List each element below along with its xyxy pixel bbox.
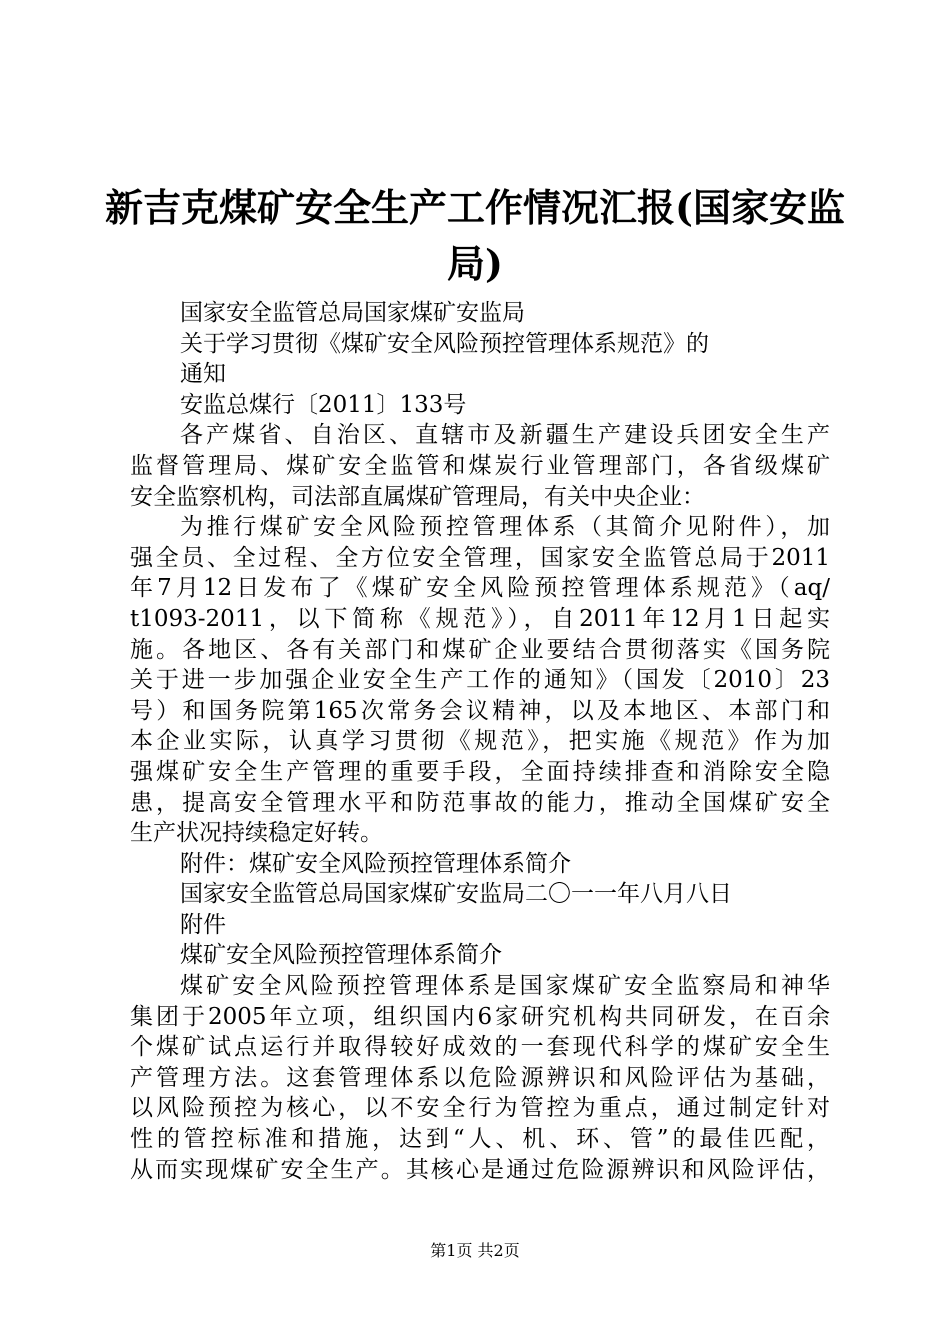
body-line: 集团于2005年立项，组织国内6家研究机构共同研发，在百余 bbox=[130, 1003, 830, 1030]
body-line: 以风险预控为核心，以不安全行为管控为重点，通过制定针对 bbox=[130, 1095, 830, 1122]
document-body bbox=[130, 298, 830, 1185]
document-title bbox=[100, 180, 850, 292]
body-line: 施。各地区、各有关部门和煤矿企业要结合贯彻落实《国务院 bbox=[130, 636, 830, 663]
body-line: 性的管控标准和措施，达到“人、机、环、管”的最佳匹配， bbox=[130, 1126, 830, 1153]
body-line: 号）和国务院第165次常务会议精神，以及本地区、本部门和 bbox=[130, 697, 830, 724]
body-line: 产管理方法。这套管理体系以危险源辨识和风险评估为基础， bbox=[130, 1064, 830, 1091]
body-line: 个煤矿试点运行并取得较好成效的一套现代科学的煤矿安全生 bbox=[130, 1034, 830, 1061]
body-line: 生产状况持续稳定好转。 bbox=[130, 820, 383, 847]
body-line: 煤矿安全风险预控管理体系简介 bbox=[180, 942, 502, 969]
body-line: 国家安全监管总局国家煤矿安监局二〇一一年八月八日 bbox=[180, 881, 732, 908]
title-line-2: 局) bbox=[447, 241, 503, 286]
body-line: 通知 bbox=[180, 361, 226, 388]
body-line: 国家安全监管总局国家煤矿安监局 bbox=[180, 300, 525, 326]
body-line: 强全员、全过程、全方位安全管理，国家安全监管总局于2011 bbox=[130, 544, 830, 571]
body-line: 关于学习贯彻《煤矿安全风险预控管理体系规范》的 bbox=[180, 330, 709, 357]
body-line: 监督管理局、煤矿安全监管和煤炭行业管理部门，各省级煤矿 bbox=[130, 452, 830, 479]
body-line: 关于进一步加强企业安全生产工作的通知》（国发〔2010〕23 bbox=[130, 667, 830, 694]
body-line: 本企业实际，认真学习贯彻《规范》，把实施《规范》作为加 bbox=[130, 728, 830, 755]
body-line: 从而实现煤矿安全生产。其核心是通过危险源辨识和风险评估， bbox=[130, 1156, 830, 1183]
title-line-1: 新吉克煤矿安全生产工作情况汇报(国家安监 bbox=[105, 185, 845, 230]
body-line: 煤矿安全风险预控管理体系是国家煤矿安全监察局和神华 bbox=[180, 973, 830, 1000]
body-line: 附件 bbox=[180, 911, 226, 938]
body-line: t1093-2011，以下简称《规范》），自2011年12月1日起实 bbox=[130, 605, 830, 632]
body-line: 患，提高安全管理水平和防范事故的能力，推动全国煤矿安全 bbox=[130, 789, 830, 816]
body-line: 附件：煤矿安全风险预控管理体系简介 bbox=[180, 850, 571, 877]
body-line: 为推行煤矿安全风险预控管理体系（其简介见附件），加 bbox=[180, 514, 830, 541]
body-line: 强煤矿安全生产管理的重要手段，全面持续排查和消除安全隐 bbox=[130, 758, 830, 785]
page-footer: 第1页 共2页 bbox=[430, 1241, 520, 1260]
body-line: 年7月12日发布了《煤矿安全风险预控管理体系规范》（aq/ bbox=[130, 575, 830, 602]
body-line: 安全监察机构，司法部直属煤矿管理局，有关中央企业： bbox=[130, 483, 705, 510]
body-line: 安监总煤行〔2011〕133号 bbox=[180, 391, 467, 418]
body-line: 各产煤省、自治区、直辖市及新疆生产建设兵团安全生产 bbox=[180, 422, 830, 449]
